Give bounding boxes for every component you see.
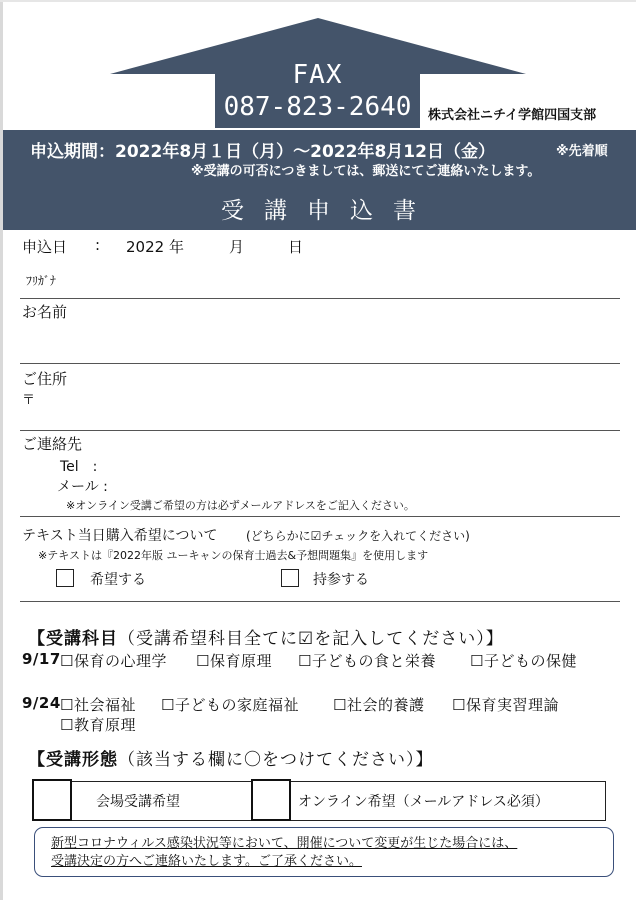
online-mark-box[interactable]	[251, 779, 291, 821]
subject-label: 社会福祉	[73, 696, 136, 714]
subject-label: 保育原理	[209, 652, 272, 670]
textbook-note: ※テキストは『2022年版 ユーキャンの保育士過去&予想問題集』を使用します	[38, 549, 429, 562]
subject-label: 社会的養護	[346, 696, 425, 714]
company-name: 株式会社ニチイ学館四国支部	[428, 108, 597, 123]
subjects-title-hint: （受講希望科目全てに☑を記入してください）】	[118, 629, 504, 649]
contact-label: ご連絡先	[22, 435, 83, 453]
name-label: お名前	[22, 303, 68, 321]
subject-label: 保育の心理学	[73, 652, 167, 670]
furigana-label: ﾌﾘｶﾞﾅ	[26, 274, 57, 288]
furigana-divider	[20, 298, 620, 299]
notice-box	[34, 827, 614, 877]
apply-day-label: 日	[288, 238, 304, 256]
subjects-title	[28, 624, 504, 649]
fax-box	[215, 60, 420, 128]
apply-year: 2022 年	[126, 238, 184, 256]
contact-note: ※受講の可否につきましては、郵送にてご連絡いたします。	[191, 164, 541, 179]
subject-date-day2: 9/24	[22, 694, 61, 712]
page-edge-top	[0, 0, 636, 2]
subject-item[interactable]: ☐保育原理	[196, 652, 272, 670]
first-come-note: ※先着順	[556, 144, 608, 159]
format-title-main: 【受講形態	[28, 750, 118, 770]
application-banner	[3, 130, 636, 230]
online-email-note: ※オンライン受講ご希望の方は必ずメールアドレスをご記入ください。	[66, 499, 415, 512]
notice-line-2: 受講決定の方へご連絡いたします。ご了承ください。	[51, 854, 362, 869]
subject-item[interactable]: ☐子どもの食と栄養	[298, 652, 436, 670]
fax-number: 087-823-2640	[223, 92, 412, 122]
apply-date-label: 申込日	[22, 238, 68, 256]
subject-item[interactable]: ☐社会福祉	[60, 696, 136, 714]
subject-item[interactable]: ☐保育実習理論	[452, 696, 559, 714]
option-buy-checkbox[interactable]	[56, 569, 74, 587]
mail-label: メール :	[57, 479, 108, 495]
fax-label: FAX	[292, 60, 343, 90]
name-divider	[20, 363, 620, 364]
tel-label: Tel :	[60, 459, 98, 475]
option-bring-label: 持参する	[313, 572, 369, 588]
text-purchase-divider	[20, 601, 620, 602]
application-period: 申込期間：2022年8月１日（月）～2022年8月12日（金）	[30, 142, 495, 162]
form-title: 受講申込書	[221, 198, 436, 224]
online-option-label: オンライン希望（メールアドレス必須）	[298, 794, 549, 810]
format-title-hint: （該当する欄に〇をつけてください）】	[118, 750, 434, 770]
subject-label: 子どもの家庭福祉	[174, 696, 299, 714]
subject-item[interactable]: ☐保育の心理学	[60, 652, 167, 670]
option-buy-label: 希望する	[90, 572, 146, 588]
notice-line-1: 新型コロナウィルス感染状況等において、開催について変更が生じた場合には、	[51, 836, 518, 851]
subject-label: 教育原理	[73, 716, 136, 734]
subject-item[interactable]: ☐子どもの保健	[470, 652, 577, 670]
subject-label: 子どもの保健	[483, 652, 577, 670]
subject-date-day1: 9/17	[22, 650, 61, 668]
subject-item[interactable]: ☐子どもの家庭福祉	[161, 696, 299, 714]
postal-mark: 〒	[22, 393, 36, 408]
text-purchase-hint: (どちらかに☑チェックを入れてください)	[246, 529, 470, 543]
address-label: ご住所	[22, 370, 68, 388]
contact-divider	[20, 516, 620, 517]
subject-item[interactable]: ☐教育原理	[60, 716, 136, 734]
apply-month-label: 月	[229, 238, 245, 256]
address-divider	[20, 430, 620, 431]
subject-label: 保育実習理論	[465, 696, 559, 714]
subject-item[interactable]: ☐社会的養護	[333, 696, 425, 714]
apply-date-colon: :	[95, 236, 101, 254]
text-purchase-label: テキスト当日購入希望について	[22, 528, 218, 544]
venue-option-label: 会場受講希望	[96, 794, 180, 810]
option-bring-checkbox[interactable]	[281, 569, 299, 587]
subject-label: 子どもの食と栄養	[311, 652, 436, 670]
format-title	[28, 745, 434, 770]
subjects-title-main: 【受講科目	[28, 629, 118, 649]
venue-mark-box[interactable]	[32, 779, 72, 821]
